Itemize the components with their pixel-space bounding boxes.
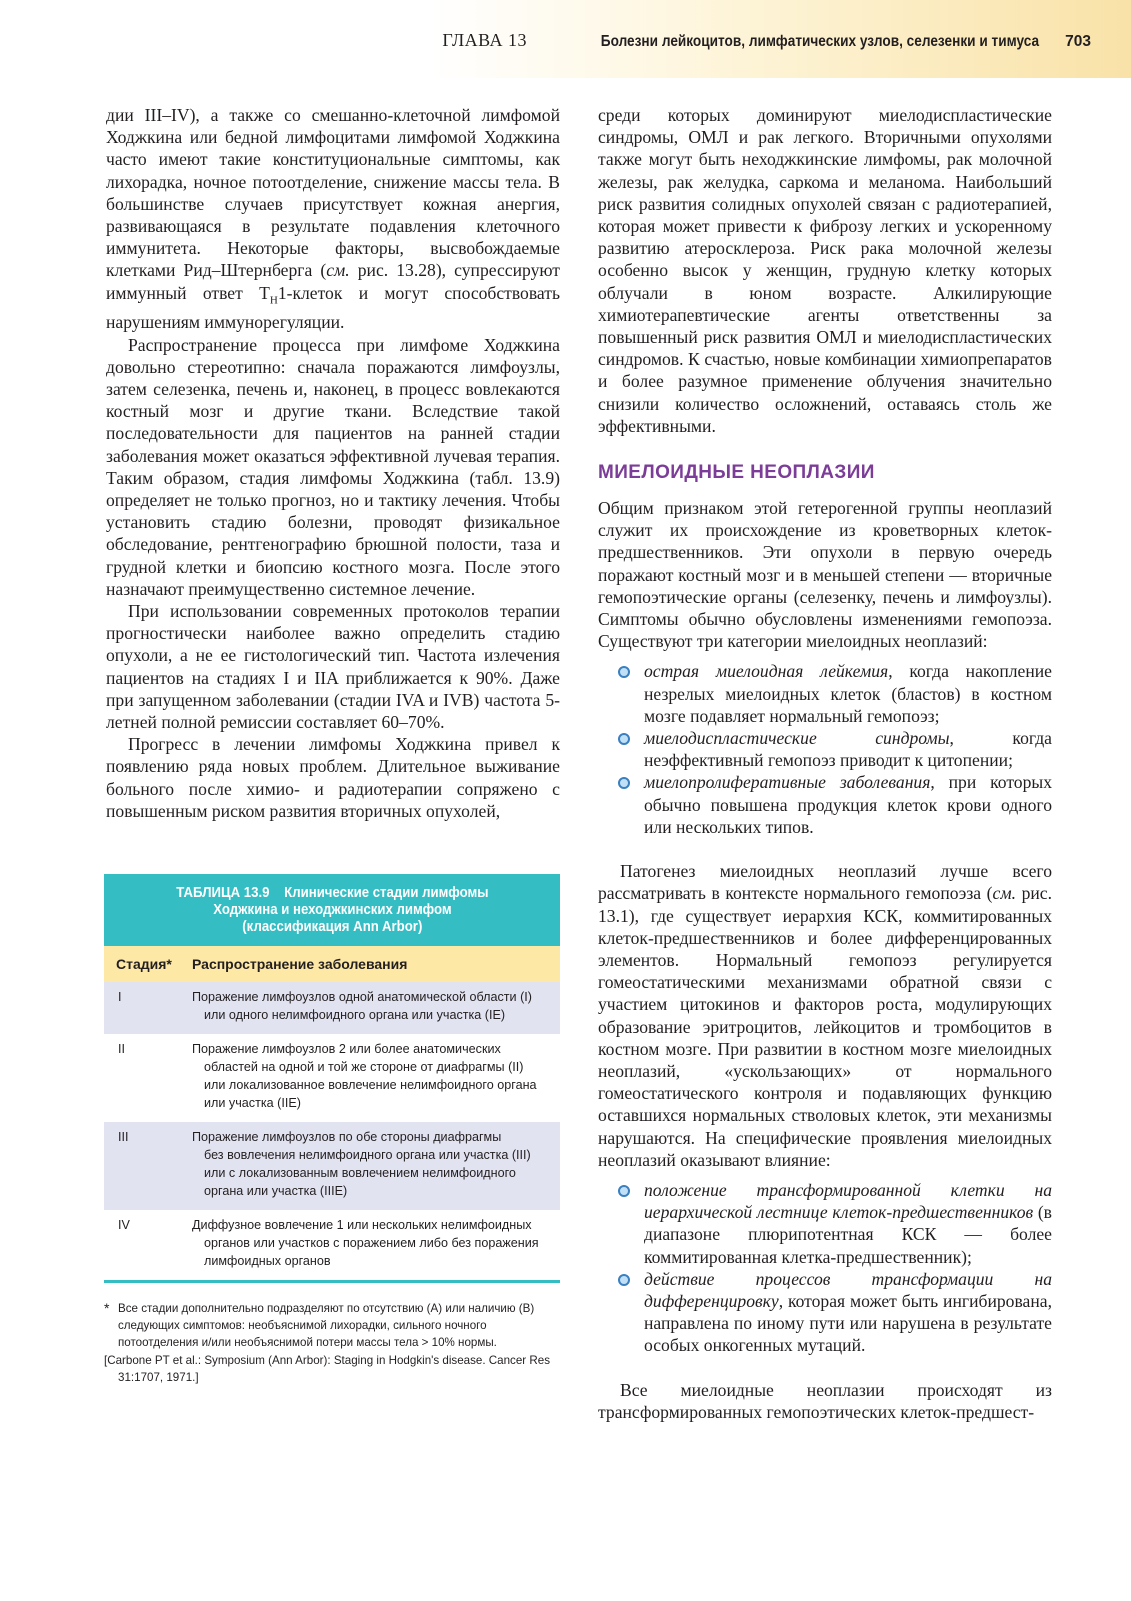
bullet-icon bbox=[618, 1185, 630, 1197]
paragraph: Прогресс в лечении лимфомы Ходжкина привел к появлению ряда новых проблем. Длительное выживание больного после химио- и радиотерапии сопряжено с повышенным риском развития вторичных опухолей, bbox=[106, 734, 560, 821]
list-item: положение трансформированной клетки на иерархической лестнице клеток-предшественников (в диапазоне плюрипотентная КСК — более коммитированная клетка-предшественник); bbox=[598, 1179, 1052, 1268]
paragraph: Распространение процесса при лимфоме Ходжкина довольно стереотипно: сначала поражаются лимфоузлы, затем селезенка, печень и, наконец, в процесс вовлекаются костный мозг и другие ткани. Вследствие такой последовательности для пациентов на ранней стадии заболевания может оказаться эффективной лучевая терапия. Таким образом, стадия лимфомы Ходжкина (табл. 13.9) определяет не только прогноз, но и тактику лечения. Чтобы установить стадию болезни, проводят физикальное обследование, рентгенографию брюшной полости, таза и грудной клетки и биопсию костного мозга. После этого назначают преимущественно системное лечение. bbox=[106, 334, 560, 599]
list-item: острая миелоидная лейкемия, когда накопление незрелых миелоидных клеток (бластов) в костном мозге подавляет нормальный гемопоэз; bbox=[598, 660, 1052, 727]
chapter-title: Болезни лейкоцитов, лимфатических узлов, селезенки и тимуса bbox=[600, 33, 1040, 50]
list-item: действие процессов трансформации на дифференцировку, которая может быть ингибирована, направлена по иному пути или нарушена в результате особых онкогенных мутаций. bbox=[598, 1268, 1052, 1357]
factor-list bbox=[598, 1179, 1052, 1357]
table-row: I Поражение лимфоузлов одной анатомической области (I) или одного нелимфоидного органа или участка (IE) bbox=[104, 982, 560, 1034]
source-citation-cont: 31:1707, 1971.] bbox=[118, 1371, 199, 1384]
list-item: миелодиспластические синдромы, когда неэффективный гемопоэз приводит к цитопении; bbox=[598, 727, 1052, 771]
left-column bbox=[106, 104, 560, 822]
staging-table bbox=[104, 874, 560, 1283]
paragraph: Все миелоидные неоплазии происходят из трансформированных гемопоэтических клеток-предшест- bbox=[598, 1379, 1052, 1422]
section-title: МИЕЛОИДНЫЕ НЕОПЛАЗИИ bbox=[598, 462, 875, 484]
footnote-text: Все стадии дополнительно подразделяют по отсутствию (А) или наличию (В) следующих симптомов: необъяснимой лихорадки, сильного ночного потоотделения и/или необъяснимой потери массы тела > 10% нормы. bbox=[118, 1302, 535, 1349]
page-number: 703 bbox=[1065, 33, 1091, 50]
source-citation: [Carbone PT et al.: Symposium (Ann Arbor): Staging in Hodgkin's disease. Cancer Res bbox=[104, 1354, 550, 1367]
paragraph: Общим признаком этой гетерогенной группы неоплазий служит их происхождение из кроветворных клеток-предшественников. Эти опухоли в первую очередь поражают костный мозг и в меньшей степени — вторичные гемопоэтические органы (селезенку, печень и лимфоузлы). Симптомы обычно обусловлены изменениями гемопоэза. Существуют три категории миелоидных неоплазий: bbox=[598, 498, 1052, 652]
bullet-icon bbox=[618, 666, 630, 678]
paragraph: дии III–IV), а также со смешанно-клеточной лимфомой Ходжкина или бедной лимфоцитами лимфомой Ходжкина часто имеют такие конституциональные симптомы, как лихорадка, ночное потоотделение, снижение массы тела. В большинстве случаев присутствует кожная анергия, развивающаяся в результате подавления клеточного иммунитета. Некоторые факторы, высвобождаемые клетками Рид–Штернберга (см. рис. 13.28), супрессируют иммунный ответ $T_H1$-клеток и могут способствовать нарушениям иммунорегуляции. bbox=[106, 105, 560, 333]
column-header-spread: Распространение заболевания bbox=[192, 956, 408, 972]
table-caption: ТАБЛИЦА 13.9 Клинические стадии лимфомы Ходжкина и неходжкинских лимфом (классификация Ann Arbor) bbox=[104, 874, 560, 946]
column-header-stage: Стадия* bbox=[116, 956, 172, 972]
table-column-headers bbox=[104, 946, 560, 982]
right-column bbox=[598, 104, 1052, 1423]
paragraph: Патогенез миелоидных неоплазий лучше всего рассматривать в контексте нормального гемопоэза (см. рис. 13.1), где существует иерархия КСК, коммитированных клеток-предшественников и более дифференцированных элементов. Нормальный гемопоэз регулируется гомеостатическими механизмами обратной связи с участием цитокинов и факторов роста, модулирующих образование эритроцитов, лейкоцитов и тромбоцитов в костном мозге. При развитии в костном мозге миелоидных неоплазий, «ускользающих» от нормального гомеостатического контроля и подавляющих функцию оставшихся нормальных стволовых клеток, эти механизмы нарушаются. На специфические проявления миелоидных неоплазий оказывают влияние: bbox=[598, 861, 1052, 1170]
bullet-icon bbox=[618, 1274, 630, 1286]
bullet-icon bbox=[618, 733, 630, 745]
footnote-mark: * bbox=[104, 1300, 110, 1316]
category-list bbox=[598, 660, 1052, 838]
bullet-icon bbox=[618, 777, 630, 789]
table-row: III Поражение лимфоузлов по обе стороны диафрагмы без вовлечения нелимфоидного органа или участка (III) или с локализованным вовлечением нелимфоидного органа или участка (IIIE) bbox=[104, 1122, 560, 1210]
table-row: IV Диффузное вовлечение 1 или нескольких нелимфоидных органов или участков с поражением либо без поражения лимфоидных органов bbox=[104, 1210, 560, 1283]
paragraph: среди которых доминируют миелодиспластические синдромы, ОМЛ и рак легкого. Вторичными опухолями также могут быть неходжкинские лимфомы, рак молочной железы, рак желудка, саркома и меланома. Наибольший риск развития солидных опухолей связан с радиотерапией, которая может привести к фиброзу легких и ускоренному развитию атеросклероза. Риск рака молочной железы особенно высок у женщин, грудную клетку которых облучали в юном возрасте. Алкилирующие химиотерапевтические агенты ответственны за повышенный риск развития ОМЛ и миелодиспластических синдромов. К счастью, новые комбинации химиопрепаратов и более разумное применение облучения значительно снизили количество осложнений, оставаясь столь же эффективными. bbox=[598, 105, 1052, 436]
table-footnotes bbox=[104, 1300, 564, 1386]
chapter-label: ГЛАВА 13 bbox=[442, 30, 528, 50]
running-header bbox=[442, 30, 1091, 54]
list-item: миелопролиферативные заболевания, при которых обычно повышена продукция клеток крови одного или нескольких типов. bbox=[598, 771, 1052, 838]
paragraph: При использовании современных протоколов терапии прогностически наиболее важно определить стадию опухоли, а не ее гистологический тип. Частота излечения пациентов на стадиях I и IIA приближается к 90%. Даже при запущенном заболевании (стадии IVA и IVB) частота 5-летней полной ремиссии составляет 60–70%. bbox=[106, 600, 560, 732]
table-row: II Поражение лимфоузлов 2 или более анатомических областей на одной и той же стороне от диафрагмы (II) или локализованное вовлечение нелимфоидного органа или участка (IIE) bbox=[104, 1034, 560, 1122]
